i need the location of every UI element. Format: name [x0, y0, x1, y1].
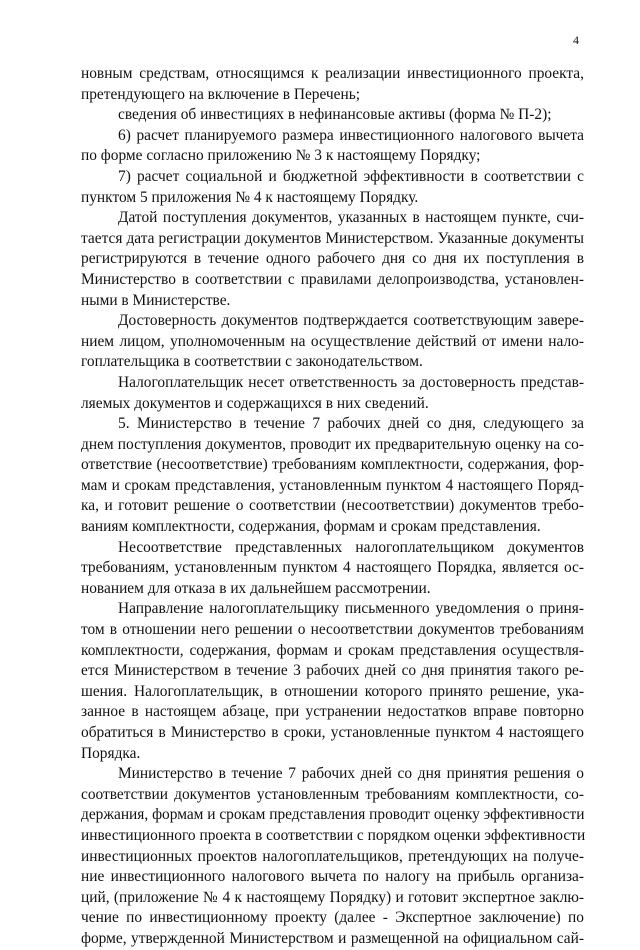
text-line: держания, формам и срокам представления проводит оценку эффективности: [81, 806, 585, 824]
text-line: Министерство в соответствии с правилами делопроизводства, установлен-: [81, 270, 584, 288]
text-line: Достоверность документов подтверждается соответствующим завере-: [118, 312, 584, 330]
text-line: Датой поступления документов, указанных в настоящем пункте, счи-: [118, 209, 584, 227]
text-line: сведения об инвестициях в нефинансовые активы (форма № П-2);: [118, 106, 552, 124]
page-number: 4: [573, 33, 579, 47]
text-line: регистрируются в течение одного рабочего дня со дня их поступления в: [81, 250, 584, 268]
text-line: требованиям, установленным пунктом 4 настоящего Порядка, является ос-: [81, 559, 584, 577]
text-line: Министерство в течение 7 рабочих дней со дня принятия решения о: [118, 765, 584, 783]
text-line: 6) расчет планируемого размера инвестиционного налогового вычета: [118, 126, 584, 144]
text-line: ется Министерством в течение 3 рабочих дней со дня принятия такого ре-: [81, 662, 584, 680]
text-line: нием лицом, уполномоченным на осуществление действий от имени нало-: [81, 332, 584, 350]
text-line: Налогоплательщик несет ответственность за достоверность представ-: [118, 373, 584, 391]
text-line: соответствии документов установленным требованиям комплектности, со-: [81, 785, 584, 803]
text-line: гоплательщика в соответствии с законодательством.: [81, 353, 423, 371]
text-line: тается дата регистрации документов Министерством. Указанные документы: [81, 229, 584, 247]
text-line: том в отношении него решении о несоответствии документов требованиям: [81, 621, 584, 639]
text-line: 7) расчет социальной и бюджетной эффективности в соответствии с: [118, 167, 584, 185]
text-line: ответствие (несоответствие) требованиям комплектности, содержания, фор-: [81, 456, 584, 474]
text-line: ными в Министерстве.: [81, 291, 231, 309]
text-line: ние инвестиционного налогового вычета по налогу на прибыль организа-: [81, 868, 584, 886]
text-line: форме, утвержденной Министерством и размещенной на официальном сай-: [81, 929, 584, 947]
text-line: днем поступления документов, проводит их предварительную оценку на со-: [81, 435, 584, 453]
text-line: пунктом 5 приложения № 4 к настоящему Порядку.: [81, 188, 419, 206]
text-line: комплектности, содержания, формам и срокам представления осуществля-: [81, 641, 584, 659]
text-line: ка, и готовит решение о соответствии (несоответствии) документов требо-: [81, 497, 584, 515]
text-line: шения. Налогоплательщик, в отношении которого принято решение, ука-: [81, 682, 584, 700]
text-line: ваниям комплектности, содержания, формам и срокам представления.: [81, 518, 541, 536]
text-line: чение по инвестиционному проекту (далее - Экспертное заключение) по: [81, 909, 584, 927]
text-line: инвестиционных проектов налогоплательщиков, претендующих на получе-: [81, 847, 584, 865]
text-line: инвестиционного проекта в соответствии с порядком оценки эффективности: [81, 826, 586, 844]
text-line: по форме согласно приложению № 3 к настоящему Порядку;: [81, 147, 481, 165]
text-line: Направление налогоплательщику письменного уведомления о приня-: [118, 600, 584, 618]
document-body: [81, 64, 584, 950]
text-line: Порядка.: [81, 744, 141, 762]
text-line: занное в настоящем абзаце, при устранении недостатков вправе повторно: [81, 703, 584, 721]
text-line: новным средствам, относящимся к реализации инвестиционного проекта,: [81, 65, 584, 82]
text-line: ций, (приложение № 4 к настоящему Порядку) и готовит экспертное заклю-: [81, 888, 584, 906]
text-line: претендующего на включение в Перечень;: [81, 85, 361, 103]
text-line: Несоответствие представленных налогоплательщиком документов: [118, 538, 584, 556]
text-line: обратиться в Министерство в сроки, установленные пунктом 4 настоящего: [81, 724, 584, 741]
text-line: нованием для отказа в их дальнейшем рассмотрении.: [81, 579, 431, 597]
text-line: мам и срокам представления, установленным пунктом 4 настоящего Поряд-: [81, 476, 584, 494]
text-line: ляемых документов и содержащихся в них сведений.: [81, 394, 429, 412]
text-line: 5. Министерство в течение 7 рабочих дней со дня, следующего за: [118, 415, 584, 433]
